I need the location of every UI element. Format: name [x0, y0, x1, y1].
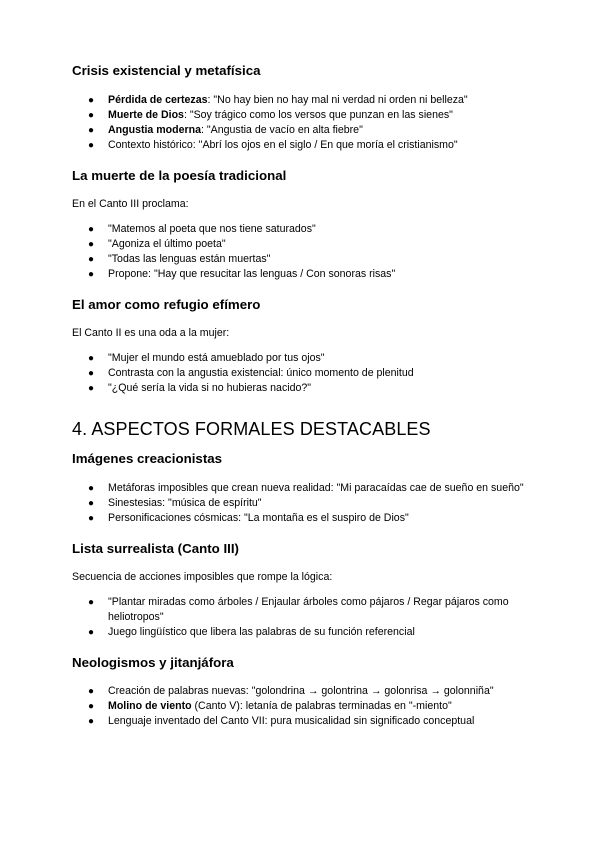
list-item: ● Molino de viento (Canto V): letanía de palabras terminadas en "-miento": [88, 700, 452, 712]
bullet-icon: ●: [88, 125, 95, 136]
list-item: ● Lenguaje inventado del Canto VII: pura musicalidad sin significado conceptual: [88, 715, 475, 727]
bullet-icon: ●: [88, 110, 95, 121]
heading-amor-refugio: El amor como refugio efímero: [72, 297, 261, 312]
list-amor-refugio: [72, 351, 532, 396]
bullet-icon: ●: [88, 483, 95, 494]
intro-amor-refugio: El Canto II es una oda a la mujer:: [72, 327, 230, 339]
bullet-icon: ●: [88, 701, 95, 712]
list-item: ● Angustia moderna: "Angustia de vacío en alta fiebre": [88, 124, 363, 136]
list-item: ● "Plantar miradas como árboles / Enjaular árboles como pájaros / Regar pájaros como heliotropos": [88, 596, 509, 623]
intro-lista-surrealista: Secuencia de acciones imposibles que rompe la lógica:: [72, 571, 333, 583]
bullet-icon: ●: [88, 513, 95, 524]
heading-muerte-poesia: La muerte de la poesía tradicional: [72, 168, 287, 183]
bullet-icon: ●: [88, 498, 95, 509]
bullet-icon: ●: [88, 686, 95, 697]
list-item: ● "Agoniza el último poeta": [88, 238, 226, 250]
heading-neologismos: Neologismos y jitanjáfora: [72, 655, 234, 670]
document-content: [72, 62, 532, 729]
bullet-icon: ●: [88, 627, 95, 638]
bullet-icon: ●: [88, 254, 95, 265]
bullet-icon: ●: [88, 716, 95, 727]
list-item: ● Contrasta con la angustia existencial: único momento de plenitud: [88, 367, 414, 379]
list-item: ● Pérdida de certezas: "No hay bien no hay mal ni verdad ni orden ni belleza": [88, 94, 468, 106]
list-lista-surrealista: [72, 595, 532, 640]
bullet-icon: ●: [88, 224, 95, 235]
list-item: ● Juego lingüístico que libera las palabras de su función referencial: [88, 626, 415, 638]
section-title-aspectos-formales: 4. ASPECTOS FORMALES DESTACABLES: [72, 419, 431, 439]
list-item: ● Contexto histórico: "Abrí los ojos en el siglo / En que moría el cristianismo": [88, 139, 458, 151]
intro-muerte-poesia: En el Canto III proclama:: [72, 198, 189, 210]
bullet-icon: ●: [88, 383, 95, 394]
bullet-icon: ●: [88, 95, 95, 106]
bullet-icon: ●: [88, 353, 95, 364]
list-item: ● Propone: "Hay que resucitar las lenguas / Con sonoras risas": [88, 268, 396, 280]
bullet-icon: ●: [88, 597, 95, 608]
bullet-icon: ●: [88, 239, 95, 250]
heading-imagenes-creacionistas: Imágenes creacionistas: [72, 451, 223, 466]
list-muerte-poesia: [72, 222, 532, 282]
list-item: ● Creación de palabras nuevas: "golondrina → golontrina → golonrisa → golonniña": [88, 685, 494, 697]
heading-crisis-existencial: Crisis existencial y metafísica: [72, 63, 261, 78]
list-neologismos: [72, 684, 532, 729]
list-item: ● "Todas las lenguas están muertas": [88, 253, 271, 265]
list-item: ● Metáforas imposibles que crean nueva realidad: "Mi paracaídas cae de sueño en sueño": [88, 482, 524, 494]
bullet-icon: ●: [88, 140, 95, 151]
bullet-icon: ●: [88, 368, 95, 379]
bullet-icon: ●: [88, 269, 95, 280]
heading-lista-surrealista: Lista surrealista (Canto III): [72, 541, 239, 556]
list-item: ● "Matemos al poeta que nos tiene saturados": [88, 223, 316, 235]
list-item: ● Muerte de Dios: "Soy trágico como los versos que punzan en las sienes": [88, 109, 453, 121]
list-item: ● Personificaciones cósmicas: "La montaña es el suspiro de Dios": [88, 512, 409, 524]
list-item: ● Sinestesias: "música de espíritu": [88, 497, 262, 509]
list-imagenes-creacionistas: [72, 481, 532, 526]
list-item: ● "Mujer el mundo está amueblado por tus ojos": [88, 352, 325, 364]
list-crisis-existencial: [72, 93, 532, 153]
list-item: ● "¿Qué sería la vida si no hubieras nacido?": [88, 382, 312, 394]
